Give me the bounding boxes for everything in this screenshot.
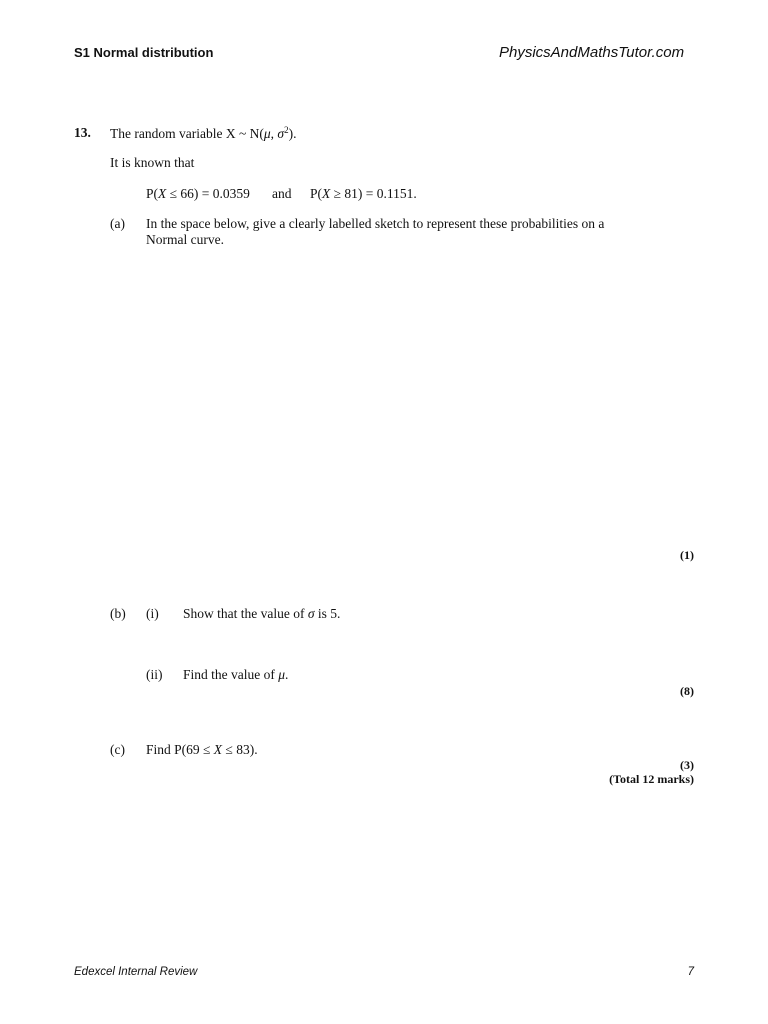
question-intro xyxy=(110,125,296,142)
part-b-i-text xyxy=(183,606,340,622)
b-ii-mu: μ xyxy=(278,667,286,682)
p2-var: X xyxy=(322,186,331,201)
part-a-text: In the space below, give a clearly labelled sketch to represent these probabilities on a Normal curve. xyxy=(146,216,605,247)
p2-post: ≥ 81) = 0.1151. xyxy=(330,186,417,201)
p1-post: ≤ 66) = 0.0359 xyxy=(166,186,250,201)
probability-two xyxy=(310,186,417,202)
c-pre: Find P(69 ≤ xyxy=(146,742,214,757)
b-i-post: is 5. xyxy=(314,606,341,621)
sigma-symbol: σ xyxy=(277,126,285,141)
question-number: 13. xyxy=(74,125,91,140)
part-b-i-label: (i) xyxy=(146,606,159,621)
b-ii-pre: Find the value of xyxy=(183,667,279,682)
part-c-marks: (3) xyxy=(680,758,694,772)
c-var: X xyxy=(213,742,223,757)
page-number: 7 xyxy=(687,966,694,978)
part-b-label: (b) xyxy=(110,606,126,621)
c-post: ≤ 83). xyxy=(222,742,258,757)
part-a-marks: (1) xyxy=(680,548,694,562)
intro-prefix: The random variable X ~ N( xyxy=(110,126,264,141)
intro-comma: , xyxy=(270,126,278,141)
p1-pre: P( xyxy=(146,186,159,201)
b-ii-post: . xyxy=(285,667,289,682)
part-c-text xyxy=(146,742,258,758)
part-b-ii-text xyxy=(183,667,288,683)
header-site-name: PhysicsAndMathsTutor.com xyxy=(499,44,685,61)
p1-var: X xyxy=(158,186,167,201)
b-i-pre: Show that the value of xyxy=(183,606,308,621)
part-b-marks: (8) xyxy=(680,684,694,698)
part-b-ii-label: (ii) xyxy=(146,667,163,682)
total-marks: (Total 12 marks) xyxy=(609,772,694,786)
b-i-sigma: σ xyxy=(307,606,315,621)
probability-one xyxy=(146,186,250,202)
mu-symbol: μ xyxy=(263,126,271,141)
part-a-label: (a) xyxy=(110,216,125,231)
footer-source: Edexcel Internal Review xyxy=(74,966,198,978)
part-c-label: (c) xyxy=(110,742,125,757)
known-text: It is known that xyxy=(110,155,195,170)
intro-suffix: ). xyxy=(288,126,297,141)
header-section-title: S1 Normal distribution xyxy=(74,45,214,60)
and-text: and xyxy=(272,186,292,201)
p2-pre: P( xyxy=(310,186,323,201)
squared: 2 xyxy=(284,125,289,135)
